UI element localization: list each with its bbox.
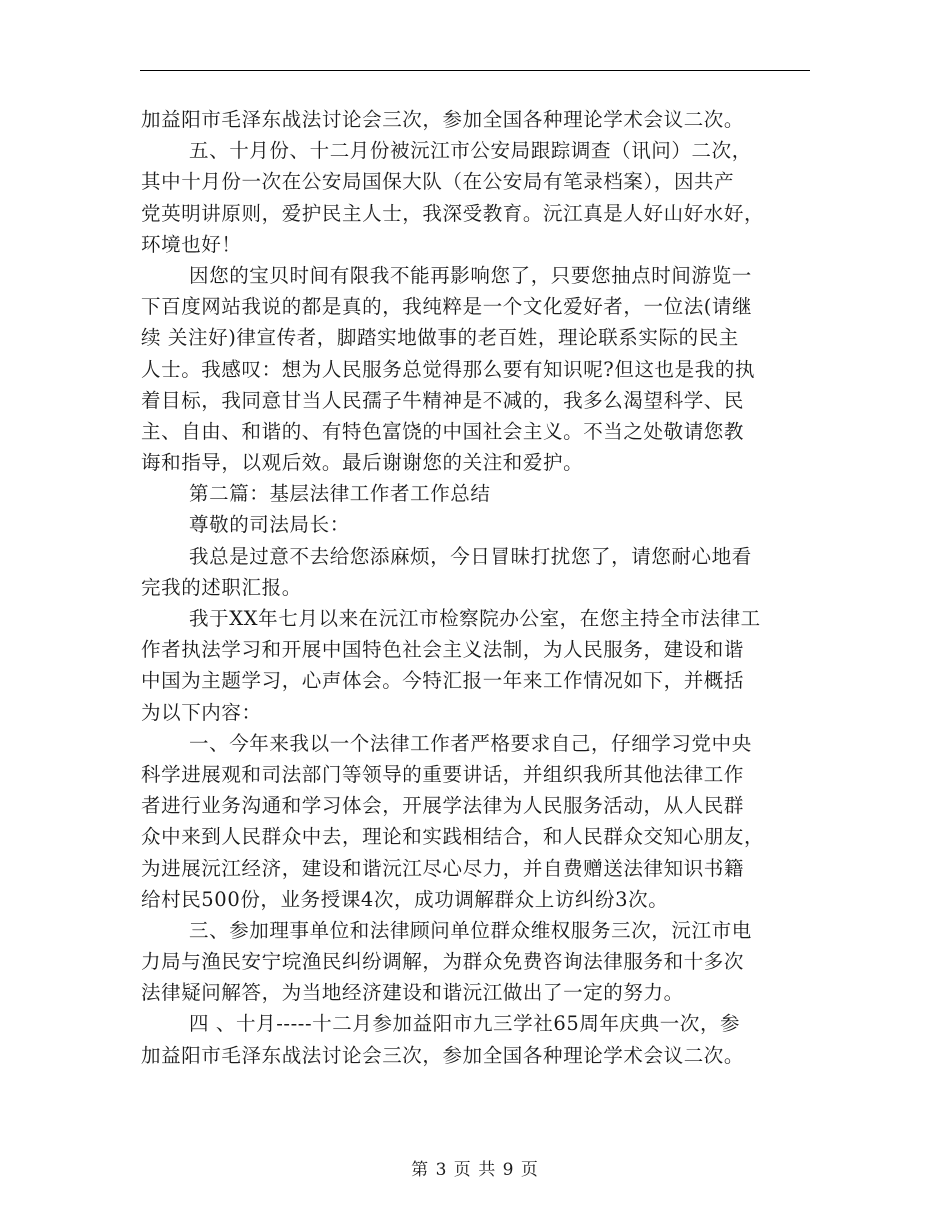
text-line: 人士。我感叹：想为人民服务总觉得那么要有知识呢?但这也是我的执 (141, 357, 756, 381)
text-line: 环境也好！ (141, 232, 242, 256)
text-line: 为进展沅江经济，建设和谐沅江尽心尽力，并自费赠送法律知识书籍 (141, 856, 745, 880)
text-line: 科学进展观和司法部门等领导的重要讲话，并组织我所其他法律工作 (141, 762, 745, 786)
text-line: 党英明讲原则，爱护民主人士，我深受教育。沅江真是人好山好水好， (141, 201, 765, 225)
text-line: 为以下内容： (141, 700, 262, 724)
text-line: 续 关注好)律宣传者，脚踏实地做事的老百姓，理论联系实际的民主 (141, 326, 739, 350)
text-line: 法律疑问解答，为当地经济建设和谐沅江做出了一定的努力。 (141, 981, 684, 1005)
text-line: 加益阳市毛泽东战法讨论会三次，参加全国各种理论学术会议二次。 (141, 1043, 745, 1067)
page-number-footer: 第 3 页 共 9 页 (411, 1160, 539, 1180)
text-line: 加益阳市毛泽东战法讨论会三次，参加全国各种理论学术会议二次。 (141, 108, 745, 131)
text-line: 三、参加理事单位和法律顾问单位群众维权服务三次，沅江市电 (189, 918, 752, 942)
text-line: 我于XX年七月以来在沅江市检察院办公室，在您主持全市法律工 (189, 607, 761, 630)
text-line: 完我的述职汇报。 (141, 575, 302, 599)
text-line: 尊敬的司法局长： (189, 513, 350, 537)
header-rule (140, 70, 810, 71)
text-line: 四 、十月-----十二月参加益阳市九三学社65周年庆典一次，参 (189, 1012, 741, 1036)
text-line: 五、十月份、十二月份被沅江市公安局跟踪调查（讯问）二次， (189, 139, 752, 163)
text-line: 一、今年来我以一个法律工作者严格要求自己，仔细学习党中央 (189, 731, 752, 755)
text-line: 者进行业务沟通和学习体会，开展学法律为人民服务活动，从人民群 (141, 794, 745, 818)
text-line: 其中十月份一次在公安局国保大队（在公安局有笔录档案），因共产 (141, 170, 735, 194)
text-line: 力局与渔民安宁垸渔民纠纷调解，为群众免费咨询法律服务和十多次 (141, 950, 745, 974)
text-line: 因您的宝贝时间有限我不能再影响您了，只要您抽点时间游览一 (189, 263, 752, 287)
text-line: 第二篇：基层法律工作者工作总结 (189, 482, 491, 506)
text-line: 作者执法学习和开展中国特色社会主义法制，为人民服务，建设和谐 (141, 638, 745, 662)
text-line: 诲和指导，以观后效。最后谢谢您的关注和爱护。 (141, 451, 584, 475)
text-line: 我总是过意不去给您添麻烦，今日冒昧打扰您了，请您耐心地看 (189, 544, 752, 568)
text-line: 中国为主题学习，心声体会。今特汇报一年来工作情况如下，并概括 (141, 669, 745, 693)
text-line: 着目标，我同意甘当人民孺子牛精神是不减的，我多么渴望科学、民 (141, 388, 745, 412)
text-line: 主、自由、和谐的、有特色富饶的中国社会主义。不当之处敬请您教 (141, 419, 745, 443)
text-line: 众中来到人民群众中去，理论和实践相结合，和人民群众交知心朋友， (141, 825, 765, 849)
document-body (141, 104, 813, 1071)
text-line: 给村民500份，业务授课4次，成功调解群众上访纠纷3次。 (141, 887, 669, 911)
text-line: 下百度网站我说的都是真的，我纯粹是一个文化爱好者，一位法(请继 (141, 295, 753, 319)
